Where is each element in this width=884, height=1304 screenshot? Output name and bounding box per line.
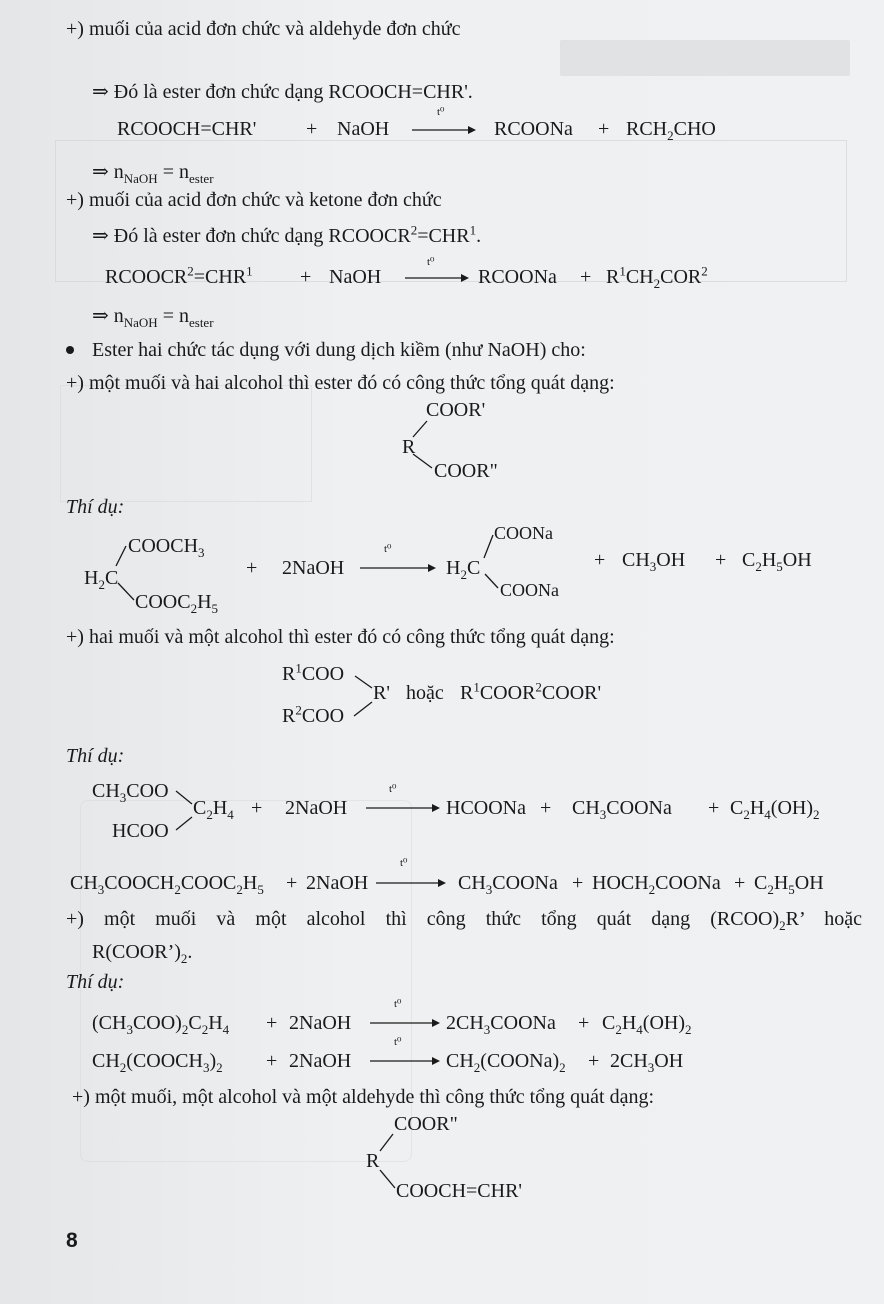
- reactant: NaOH: [329, 266, 382, 288]
- example-label: Thí dụ:: [66, 745, 125, 767]
- plus-sign: +: [266, 1050, 278, 1072]
- reactant: 2NaOH: [282, 557, 345, 579]
- example-label: Thí dụ:: [66, 496, 125, 518]
- text-line: Ester hai chức tác dụng với dung dịch kiềm (như NaOH) cho:: [92, 339, 586, 361]
- product: $C_2H_5OH$: [742, 549, 812, 574]
- formula-part: $R^2COO$: [282, 702, 345, 727]
- plus-sign: +: [588, 1050, 600, 1072]
- product: $RCH_2CHO$: [626, 118, 716, 143]
- plus-sign: +: [246, 557, 258, 579]
- reactant: 2NaOH: [306, 872, 369, 894]
- reaction-condition: t⁰: [394, 998, 402, 1010]
- reaction-condition: t⁰: [427, 256, 435, 268]
- bond-line: [413, 421, 427, 437]
- bond-line: [176, 791, 192, 804]
- example-label: Thí dụ:: [66, 971, 125, 993]
- reaction-condition: t⁰: [437, 106, 445, 118]
- text-or: hoặc: [406, 682, 444, 704]
- text-line: ⇒ Đó là ester đơn chức dạng RCOOCH=CHR'.: [92, 81, 473, 103]
- reactant: $CH_3COOCH_2COOC_2H_5$: [70, 872, 264, 897]
- bond-line: [116, 546, 126, 566]
- formula-part: COOR': [426, 399, 486, 421]
- formula-part: $COOCH_3$: [128, 535, 205, 560]
- formula-part: $R^1COOR^2COOR'$: [460, 679, 602, 704]
- text-line: $R(COOR’)_2$.: [92, 941, 193, 966]
- formula-part: HCOO: [112, 820, 169, 842]
- bond-line: [176, 817, 192, 830]
- product: $CH_3OH$: [622, 549, 686, 574]
- reactant: 2NaOH: [289, 1012, 352, 1034]
- text-line: +) một muối và một alcohol thì công thức tổng quát dạng $(RCOO)_2R$’ hoặc: [66, 908, 862, 933]
- formula-part: R': [373, 682, 390, 704]
- reactant: RCOOCH=CHR': [117, 118, 257, 140]
- formula-part: R: [366, 1150, 380, 1172]
- reactant: $CH_2(COOCH_3)_2$: [92, 1050, 223, 1075]
- product: RCOONa: [494, 118, 573, 140]
- formula-part: COONa: [494, 523, 553, 543]
- formula-part: $C_2H_4$: [193, 797, 234, 822]
- product: HCOONa: [446, 797, 526, 819]
- reaction-condition: t⁰: [384, 543, 392, 555]
- text-line: +) một muối và hai alcohol thì ester đó có công thức tổng quát dạng:: [66, 372, 615, 394]
- product: $C_2H_4(OH)_2$: [730, 797, 820, 822]
- plus-sign: +: [266, 1012, 278, 1034]
- bond-line: [380, 1170, 395, 1188]
- plus-sign: +: [594, 549, 606, 571]
- page-number: 8: [66, 1229, 78, 1252]
- text-line: ⇒ $n_{NaOH} = n_{ester}$: [92, 305, 214, 330]
- formula-part: COOR": [434, 460, 498, 482]
- formula-part: $CH_3COO$: [92, 780, 169, 805]
- product: $C_2H_5OH$: [754, 872, 824, 897]
- plus-sign: +: [715, 549, 727, 571]
- bond-line: [380, 1134, 393, 1151]
- plus-sign: +: [286, 872, 298, 894]
- formula-part: COOR": [394, 1113, 458, 1135]
- product: $C_2H_4(OH)_2$: [602, 1012, 692, 1037]
- bond-line: [355, 676, 372, 688]
- product: $CH_3COONa$: [458, 872, 558, 897]
- text-line: +) hai muối và một alcohol thì ester đó có công thức tổng quát dạng:: [66, 626, 615, 648]
- product: $CH_2(COONa)_2$: [446, 1050, 566, 1075]
- reactant: 2NaOH: [285, 797, 348, 819]
- plus-sign: +: [598, 118, 610, 140]
- formula-part: $R^1COO$: [282, 660, 345, 685]
- reactant: NaOH: [337, 118, 390, 140]
- formula-part: COONa: [500, 580, 559, 600]
- reaction-condition: t⁰: [389, 783, 397, 795]
- formula-part: R: [402, 436, 416, 458]
- plus-sign: +: [708, 797, 720, 819]
- text-line: ⇒ Đó là ester đơn chức dạng $RCOOCR^2=CHR^1$.: [92, 222, 482, 247]
- plus-sign: +: [734, 872, 746, 894]
- plus-sign: +: [578, 1012, 590, 1034]
- reaction-condition: t⁰: [394, 1036, 402, 1048]
- reaction-condition: t⁰: [400, 857, 408, 869]
- reactant: $(CH_3COO)_2C_2H_4$: [92, 1012, 230, 1037]
- reactant: $RCOOCR^2=CHR^1$: [105, 263, 253, 288]
- plus-sign: +: [540, 797, 552, 819]
- product: $2CH_3OH$: [610, 1050, 684, 1075]
- plus-sign: +: [572, 872, 584, 894]
- product: $CH_3COONa$: [572, 797, 672, 822]
- bond-line: [413, 454, 432, 468]
- product: $2CH_3COONa$: [446, 1012, 556, 1037]
- product: $R^1CH_2COR^2$: [606, 263, 708, 291]
- text-line: +) muối của acid đơn chức và ketone đơn chức: [66, 189, 442, 211]
- bond-line: [118, 583, 134, 600]
- bond-line: [485, 574, 498, 588]
- bond-line: [354, 702, 372, 716]
- plus-sign: +: [300, 266, 312, 288]
- formula-part: $COOC_2H_5$: [135, 591, 219, 616]
- reactant: 2NaOH: [289, 1050, 352, 1072]
- product: $HOCH_2COONa$: [592, 872, 721, 897]
- text-line: ⇒ $n_{NaOH} = n_{ester}$: [92, 161, 214, 186]
- formula-part: COOCH=CHR': [396, 1180, 523, 1202]
- text-line: +) muối của acid đơn chức và aldehyde đơn chức: [66, 18, 461, 40]
- text-line: +) một muối, một alcohol và một aldehyde thì công thức tổng quát dạng:: [72, 1086, 655, 1108]
- formula-part: $H_2C$: [446, 557, 481, 582]
- plus-sign: +: [306, 118, 318, 140]
- plus-sign: +: [251, 797, 263, 819]
- plus-sign: +: [580, 266, 592, 288]
- product: RCOONa: [478, 266, 557, 288]
- formula-part: $H_2C$: [84, 567, 119, 592]
- bond-line: [484, 535, 493, 558]
